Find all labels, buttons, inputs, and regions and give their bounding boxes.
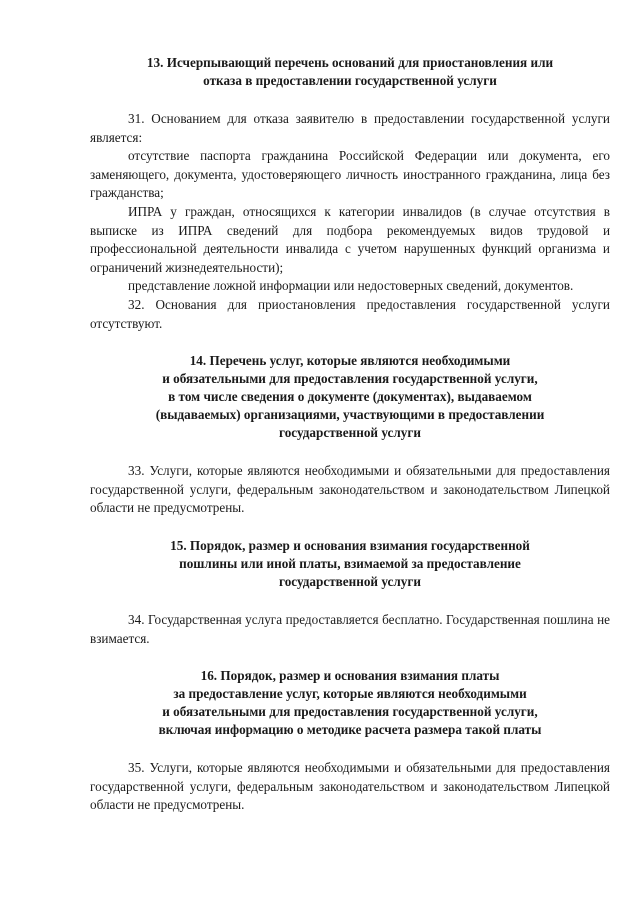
paragraph: 33. Услуги, которые являются необходимыми и обязательными для предоставления государственной услуги, федеральным законодательством и законодательством Липецкой области не предусмотрены. bbox=[90, 463, 610, 516]
paragraph: отсутствие паспорта гражданина Российской Федерации или документа, его заменяющего, документа, удостоверяющего личность иностранного гражданина, лица без гражданства; bbox=[90, 148, 610, 201]
section-title bbox=[90, 54, 610, 90]
section-title-line: государственной услуги bbox=[279, 573, 421, 589]
section-title-line: государственной услуги bbox=[279, 425, 421, 441]
paragraph: 32. Основания для приостановления предоставления государственной услуги отсутствуют. bbox=[90, 296, 610, 331]
section-16 bbox=[90, 667, 610, 815]
section-title bbox=[90, 537, 610, 591]
paragraph: ИПРА у граждан, относящихся к категории инвалидов (в случае отсутствия в выписке из ИПРА сведений для подбора рекомендуемых видов трудовой и профессиональной деятельности инвалида с учетом нарушенных функций организма и ограничений жизнедеятельности); bbox=[90, 203, 610, 275]
section-title-line: 16. Порядок, размер и основания взимания платы bbox=[200, 668, 500, 684]
paragraph: 34. Государственная услуга предоставляется бесплатно. Государственная пошлина не взимается. bbox=[90, 611, 610, 646]
section-15 bbox=[90, 537, 610, 648]
section-title bbox=[90, 352, 610, 442]
section-title-line: 13. Исчерпывающий перечень оснований для приостановления или bbox=[146, 55, 554, 70]
section-title bbox=[90, 667, 610, 739]
section-title-line: 14. Перечень услуг, которые являются необходимыми bbox=[189, 353, 511, 369]
section-title-line: в том числе сведения о документе (документах), выдаваемом bbox=[168, 389, 532, 405]
section-title-line: пошлины или иной платы, взимаемой за предоставление bbox=[179, 555, 521, 571]
section-title-line: за предоставление услуг, которые являются необходимыми bbox=[173, 686, 527, 702]
section-title-line: включая информацию о методике расчета размера такой платы bbox=[158, 722, 542, 738]
paragraph: 35. Услуги, которые являются необходимыми и обязательными для предоставления государственной услуги, федеральным законодательством и законодательством Липецкой области не предусмотрены. bbox=[90, 760, 610, 813]
section-title-line: отказа в предоставлении государственной услуги bbox=[203, 73, 497, 88]
section-title-line: (выдаваемых) организациями, участвующими в предоставлении bbox=[155, 407, 545, 423]
paragraph: представление ложной информации или недостоверных сведений, документов. bbox=[128, 278, 574, 294]
document-page bbox=[90, 54, 610, 815]
section-13 bbox=[90, 54, 610, 333]
paragraph: 31. Основанием для отказа заявителю в предоставлении государственной услуги является: bbox=[90, 111, 610, 145]
section-14 bbox=[90, 352, 610, 518]
section-title-line: и обязательными для предоставления государственной услуги, bbox=[162, 704, 538, 720]
section-title-line: 15. Порядок, размер и основания взимания государственной bbox=[170, 537, 530, 553]
section-title-line: и обязательными для предоставления государственной услуги, bbox=[162, 371, 538, 387]
